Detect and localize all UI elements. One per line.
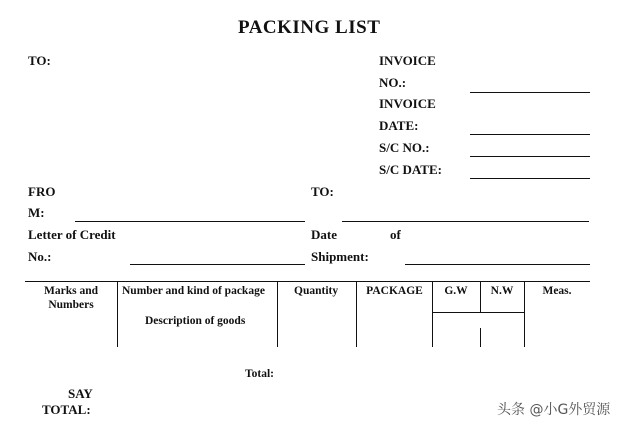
page-title: PACKING LIST [238, 17, 381, 38]
table-divider [117, 281, 118, 347]
table-top-border [25, 281, 590, 282]
invoice-no-field[interactable] [470, 92, 590, 93]
from-field[interactable] [75, 221, 305, 222]
package-header: PACKAGE [366, 285, 423, 297]
table-subheader-line [432, 312, 524, 313]
say-label: SAY [68, 386, 93, 401]
marks-header-line1: Marks and [44, 285, 98, 297]
from-label-line2: M: [28, 205, 45, 220]
description-header: Description of goods [145, 315, 246, 327]
lc-field[interactable] [130, 264, 305, 265]
date-label: Date [311, 227, 337, 242]
to-label: TO: [28, 53, 51, 68]
meas-header: Meas. [542, 285, 572, 297]
shipment-label: Shipment: [311, 249, 369, 264]
lc-label-line2: No.: [28, 249, 52, 264]
invoice-no-label-line2: NO.: [379, 75, 407, 90]
gw-header: G.W [444, 285, 468, 297]
watermark-text: 头条 @小G外贸源 [497, 402, 611, 418]
invoice-date-label-line1: INVOICE [379, 96, 436, 111]
of-label: of [390, 227, 401, 242]
sc-date-field[interactable] [470, 178, 590, 179]
number-kind-header: Number and kind of package [122, 285, 265, 297]
total-label-bottom: TOTAL: [42, 402, 91, 417]
sc-no-label: S/C NO.: [379, 140, 430, 155]
quantity-header: Quantity [294, 285, 339, 297]
nw-header: N.W [490, 285, 514, 297]
sc-no-field[interactable] [470, 156, 590, 157]
to2-field[interactable] [342, 221, 589, 222]
sc-date-label: S/C DATE: [379, 162, 442, 177]
shipment-date-field[interactable] [405, 264, 590, 265]
invoice-date-field[interactable] [470, 134, 590, 135]
total-label: Total: [245, 368, 274, 380]
invoice-date-label-line2: DATE: [379, 118, 419, 133]
lc-label-line1: Letter of Credit [28, 227, 116, 242]
table-divider [480, 328, 481, 347]
table-divider [277, 281, 278, 347]
from-label-line1: FRO [28, 184, 56, 199]
marks-header-line2: Numbers [48, 299, 94, 311]
invoice-no-label-line1: INVOICE [379, 53, 436, 68]
to2-label: TO: [311, 184, 334, 199]
